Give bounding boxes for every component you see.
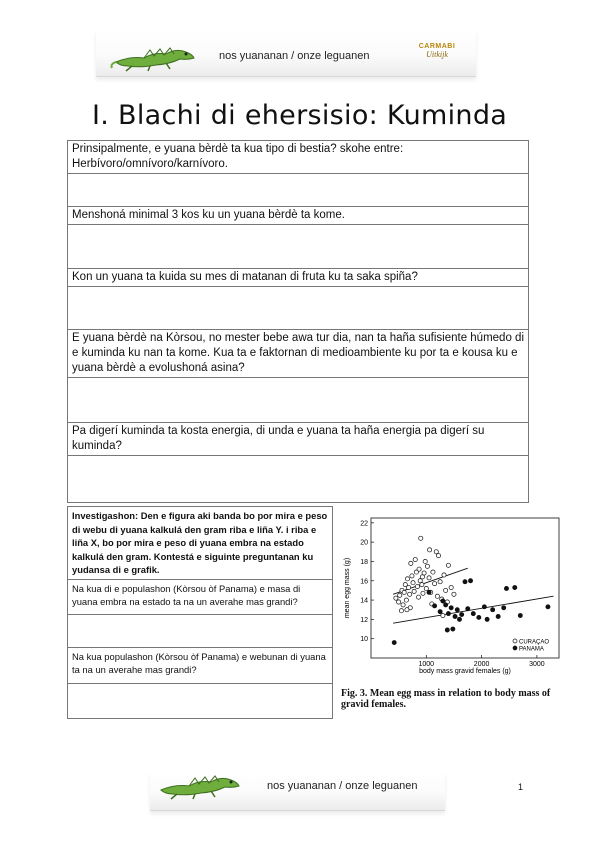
answer-field[interactable] xyxy=(68,174,529,207)
data-point-panama xyxy=(427,590,431,594)
page-number: 1 xyxy=(518,782,524,792)
question-row xyxy=(68,579,333,614)
data-point-curacao xyxy=(420,583,424,587)
question-text: E yuana bèrdè na Kòrsou, no mester bebe awa tur dia, nan ta haña sufisiente húmedo di e kuminda ku nan ta kome. Kua ta e faktornan di medioambiente ku por ta e kousa ku e yuana bèrdè a evolushoná asina? xyxy=(68,330,529,378)
legend-marker xyxy=(513,646,517,650)
data-point-curacao xyxy=(419,536,423,540)
data-point-curacao xyxy=(397,600,401,604)
answer-row[interactable] xyxy=(68,174,529,207)
data-point-curacao xyxy=(417,567,421,571)
data-point-curacao xyxy=(434,550,438,554)
answer-row[interactable] xyxy=(68,683,333,718)
y-tick-label: 16 xyxy=(360,578,368,586)
footer-text: nos yuananan / onze leguanen xyxy=(267,780,418,792)
y-axis-label: mean egg mass (g) xyxy=(344,557,351,619)
data-point-curacao xyxy=(428,548,432,552)
data-point-curacao xyxy=(421,591,425,595)
figure-caption: Fig. 3. Mean egg mass in relation to body mass of gravid females. xyxy=(341,688,551,710)
answer-field[interactable] xyxy=(68,287,529,330)
data-point-curacao xyxy=(405,577,409,581)
trendline-panama xyxy=(393,596,553,623)
questions-table xyxy=(67,140,529,503)
answer-row[interactable] xyxy=(68,614,333,647)
data-point-curacao xyxy=(411,581,415,585)
x-tick-label: 3000 xyxy=(529,661,545,668)
question-text: Kon un yuana ta kuida su mes di matanan di fruta ku ta saka spiña? xyxy=(68,269,529,287)
data-point-curacao xyxy=(427,576,431,580)
data-point-curacao xyxy=(401,603,405,607)
data-point-panama xyxy=(445,628,449,632)
data-point-panama xyxy=(463,580,467,584)
y-tick-label: 10 xyxy=(360,636,368,644)
uitkijk-logo-text: Uitkijk xyxy=(426,50,448,59)
data-point-curacao xyxy=(435,594,439,598)
data-point-curacao xyxy=(410,574,414,578)
data-point-panama xyxy=(392,640,396,644)
data-point-panama xyxy=(546,605,550,609)
question-row xyxy=(68,423,529,456)
data-point-panama xyxy=(432,604,436,608)
investigation-question-2: Na kua populashon (Kòrsou òf Panama) e webunan di yuana ta na un averahe mas grandi? xyxy=(68,647,333,683)
y-tick-label: 12 xyxy=(360,616,368,624)
investigation-intro-row xyxy=(68,507,333,580)
data-point-curacao xyxy=(441,613,445,617)
data-point-curacao xyxy=(444,588,448,592)
x-axis-label: body mass gravid females (g) xyxy=(419,668,511,675)
data-point-curacao xyxy=(446,563,450,567)
data-point-panama xyxy=(451,627,455,631)
data-point-curacao xyxy=(442,573,446,577)
data-point-curacao xyxy=(420,575,424,579)
answer-row[interactable] xyxy=(68,378,529,423)
data-point-panama xyxy=(446,611,450,615)
question-row xyxy=(68,647,333,683)
data-point-panama xyxy=(449,606,453,610)
carmabi-logo-text: CARMABI xyxy=(418,43,456,50)
y-tick-label: 14 xyxy=(360,597,368,605)
data-point-curacao xyxy=(438,580,442,584)
data-point-curacao xyxy=(413,557,417,561)
data-point-curacao xyxy=(405,608,409,612)
legend-marker xyxy=(513,639,517,643)
data-point-panama xyxy=(460,612,464,616)
page-title: I. Blachi di ehersisio: Kuminda xyxy=(92,100,508,131)
data-point-curacao xyxy=(436,554,440,558)
answer-field[interactable] xyxy=(68,683,333,718)
data-point-curacao xyxy=(399,609,403,613)
data-point-curacao xyxy=(431,570,435,574)
x-tick-label: 2000 xyxy=(473,661,490,668)
data-point-panama xyxy=(518,613,522,617)
question-text: Pa digerí kuminda ta kosta energia, di unda e yuana ta haña energia pa digerí su kuminda? xyxy=(68,423,529,456)
x-tick-label: 1000 xyxy=(418,661,435,668)
question-row xyxy=(68,207,529,225)
data-point-curacao xyxy=(398,593,402,597)
answer-row[interactable] xyxy=(68,456,529,503)
data-point-panama xyxy=(482,605,486,609)
investigation-table xyxy=(67,506,333,719)
egg-mass-scatter-chart xyxy=(334,508,564,713)
data-point-curacao xyxy=(416,595,420,599)
data-point-curacao xyxy=(452,592,456,596)
data-point-panama xyxy=(455,608,459,612)
data-point-panama xyxy=(466,607,470,611)
header-text: nos yuananan / onze leguanen xyxy=(219,50,370,62)
y-tick-label: 18 xyxy=(360,558,368,566)
data-point-curacao xyxy=(425,564,429,568)
question-row xyxy=(68,269,529,287)
data-point-panama xyxy=(471,611,475,615)
data-point-panama xyxy=(457,617,461,621)
data-point-panama xyxy=(485,617,489,621)
data-point-panama xyxy=(444,603,448,607)
y-tick-label: 22 xyxy=(360,520,368,528)
answer-field[interactable] xyxy=(68,378,529,423)
data-point-curacao xyxy=(423,559,427,563)
iguana-logo-icon xyxy=(155,766,241,800)
data-point-panama xyxy=(513,585,517,589)
question-text: Prinsipalmente, e yuana bèrdè ta kua tipo di bestia? skohe entre: Herbívoro/omnívoro/karnívoro. xyxy=(68,141,529,174)
data-point-curacao xyxy=(404,598,408,602)
answer-row[interactable] xyxy=(68,225,529,269)
answer-field[interactable] xyxy=(68,225,529,269)
data-point-panama xyxy=(438,610,442,614)
data-point-curacao xyxy=(415,584,419,588)
data-point-panama xyxy=(491,608,495,612)
answer-row[interactable] xyxy=(68,287,529,330)
data-point-curacao xyxy=(412,589,416,593)
legend-label: CURAÇAO xyxy=(519,639,550,646)
data-point-panama xyxy=(496,614,500,618)
answer-field[interactable] xyxy=(68,456,529,503)
y-tick-label: 20 xyxy=(360,539,368,547)
carmabi-logo xyxy=(412,43,462,59)
data-point-curacao xyxy=(394,596,398,600)
data-point-panama xyxy=(502,606,506,610)
data-point-curacao xyxy=(408,592,412,596)
data-point-curacao xyxy=(449,585,453,589)
plot-frame xyxy=(371,518,559,658)
question-text: Menshoná minimal 3 kos ku un yuana bèrdè ta kome. xyxy=(68,207,529,225)
data-point-panama xyxy=(453,614,457,618)
question-row xyxy=(68,330,529,378)
data-point-curacao xyxy=(407,585,411,589)
data-point-curacao xyxy=(409,561,413,565)
data-point-curacao xyxy=(424,586,428,590)
answer-field[interactable] xyxy=(68,614,333,647)
iguana-logo-icon xyxy=(110,38,196,72)
investigation-question-1: Na kua di e populashon (Kòrsou òf Panama) e masa di yuana embra na estado ta na un averahe mas grandi? xyxy=(68,579,333,614)
data-point-panama xyxy=(504,586,508,590)
question-row xyxy=(68,141,529,174)
data-point-panama xyxy=(468,579,472,583)
data-point-curacao xyxy=(432,582,436,586)
investigation-intro: Investigashon: Den e figura aki banda bo por mira e peso di webu di yuana kalkulá den gram riba e liña Y. i riba e liña X, bo por mira e peso di yuana embra na estado kalkulá den gram. Kontestá e siguinte preguntanan ku yudansa di e grafik. xyxy=(68,507,333,580)
legend-label: PANAMA xyxy=(519,646,544,653)
data-point-panama xyxy=(477,615,481,619)
data-point-panama xyxy=(441,599,445,603)
data-point-curacao xyxy=(402,590,406,594)
